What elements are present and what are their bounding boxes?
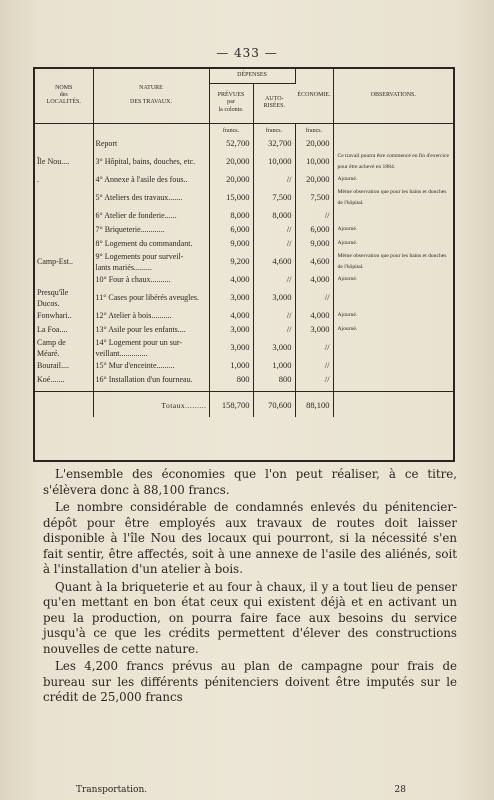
locality-cell: Koé....... bbox=[35, 373, 93, 387]
expenses-table bbox=[33, 67, 455, 462]
autorisees-cell: 10,000 bbox=[253, 151, 295, 173]
observation-cell: Ajourné. bbox=[337, 226, 358, 232]
table-row bbox=[35, 237, 453, 251]
economie-cell: 20,000 bbox=[295, 137, 333, 151]
economie-cell: 7,500 bbox=[295, 187, 333, 209]
total-autorisees: 70,600 bbox=[253, 391, 295, 417]
header-nature: NATURE DES TRAVAUX. bbox=[93, 69, 209, 123]
locality-cell bbox=[35, 209, 93, 223]
autorisees-cell: // bbox=[253, 237, 295, 251]
observation-cell: Ajourné. bbox=[337, 326, 358, 332]
observation-cell bbox=[333, 137, 453, 151]
paragraph: Le nombre considérable de condamnés enlevés du pénitencier-dépôt pour être employés aux travaux de routes doit laisser disponible à l'île Nou des locaux qui pourront, si la nécessité s'en fait sentir, être affectés, soit à une annexe de l'asile des aliénés, soit à l'installation d'un atelier à bois. bbox=[43, 500, 457, 576]
table-row bbox=[35, 251, 453, 273]
locality-cell bbox=[35, 187, 93, 209]
autorisees-cell: 32,700 bbox=[253, 137, 295, 151]
prevues-cell: 3,000 bbox=[209, 323, 253, 337]
work-cell: 9° Logements pour surveil- lants mariés......... bbox=[93, 251, 209, 273]
work-cell: 13° Asile pour les enfants.... bbox=[93, 323, 209, 337]
autorisees-cell: 800 bbox=[253, 373, 295, 387]
table-row bbox=[35, 359, 453, 373]
prevues-cell: 52,700 bbox=[209, 137, 253, 151]
page-footer bbox=[76, 785, 406, 795]
observation-cell bbox=[333, 337, 453, 359]
economie-cell: // bbox=[295, 337, 333, 359]
autorisees-cell: 8,000 bbox=[253, 209, 295, 223]
work-cell: 6° Atelier de fonderie...... bbox=[93, 209, 209, 223]
work-cell: 12° Atelier à bois.......... bbox=[93, 309, 209, 323]
prevues-cell: 9,000 bbox=[209, 237, 253, 251]
work-cell: Report bbox=[93, 137, 209, 151]
prevues-cell: 8,000 bbox=[209, 209, 253, 223]
table-row bbox=[35, 137, 453, 151]
unit-label: francs. bbox=[295, 123, 333, 137]
economie-cell: 4,000 bbox=[295, 273, 333, 287]
observation-cell: Même observation que pour les bains et douches de l'hôpital. bbox=[337, 252, 447, 270]
paragraph: Quant à la briqueterie et au four à chaux, il y a tout lieu de penser qu'en mettant en bon état ceux qui existent déjà et en activant un peu la production, on pourra faire face aux besoins du service jusqu'à ce que les crédits permettent d'élever des constructions nouvelles de cette nature. bbox=[43, 579, 457, 656]
header-economie: ÉCONOMIE. bbox=[295, 69, 333, 123]
locality-cell: Bourail.... bbox=[35, 359, 93, 373]
paragraph: Les 4,200 francs prévus au plan de campagne pour frais de bureau sur les différents pénitenciers doivent être imputés sur le crédit de 25,000 francs bbox=[43, 659, 457, 704]
prevues-cell: 20,000 bbox=[209, 173, 253, 187]
prevues-cell: 9,200 bbox=[209, 251, 253, 273]
prevues-cell: 1,000 bbox=[209, 359, 253, 373]
prevues-cell: 20,000 bbox=[209, 151, 253, 173]
locality-cell: Camp de Méaré. bbox=[35, 337, 93, 359]
prevues-cell: 3,000 bbox=[209, 287, 253, 309]
prevues-cell: 3,000 bbox=[209, 337, 253, 359]
table-row bbox=[35, 273, 453, 287]
economie-cell: // bbox=[295, 209, 333, 223]
locality-cell: Île Nou.... bbox=[35, 151, 93, 173]
footer-sheet-number: 28 bbox=[394, 785, 406, 795]
locality-cell bbox=[35, 273, 93, 287]
work-cell: 4° Annexe à l'asile des fous.. bbox=[93, 173, 209, 187]
economie-cell: 4,600 bbox=[295, 251, 333, 273]
unit-label: francs. bbox=[253, 123, 295, 137]
table-row bbox=[35, 337, 453, 359]
units-row bbox=[35, 123, 453, 137]
locality-cell bbox=[35, 237, 93, 251]
header-depenses: DÉPENSES bbox=[209, 69, 295, 83]
locality-cell: Camp-Est.. bbox=[35, 251, 93, 273]
table-row bbox=[35, 209, 453, 223]
body-text bbox=[43, 467, 457, 708]
work-cell: 15° Mur d'enceinte......... bbox=[93, 359, 209, 373]
table-row bbox=[35, 309, 453, 323]
autorisees-cell: // bbox=[253, 223, 295, 237]
table-row bbox=[35, 187, 453, 209]
table-row bbox=[35, 223, 453, 237]
locality-cell bbox=[35, 223, 93, 237]
header-autorisees: AUTO- RISÉES. bbox=[253, 83, 295, 123]
locality-cell: Fonwhari.. bbox=[35, 309, 93, 323]
total-label: Totaux bbox=[161, 400, 186, 410]
observation-cell: Même observation que pour les bains et douches de l'hôpital. bbox=[337, 188, 447, 206]
paragraph: L'ensemble des économies que l'on peut réaliser, à ce titre, s'élèvera donc à 88,100 francs. bbox=[43, 467, 457, 497]
observation-cell: Ajourné. bbox=[337, 276, 358, 282]
total-prevues: 158,700 bbox=[209, 391, 253, 417]
table-row bbox=[35, 151, 453, 173]
footer-section: Transportation. bbox=[76, 785, 148, 795]
locality-cell: Presqu'île Ducos. bbox=[35, 287, 93, 309]
work-cell: 7° Briqueterie............ bbox=[93, 223, 209, 237]
work-cell: 8° Logement du commandant. bbox=[93, 237, 209, 251]
observation-cell: Ce travail pourra être commencé en fin d'exercice pour être achevé en 1884. bbox=[337, 152, 449, 170]
autorisees-cell: // bbox=[253, 173, 295, 187]
economie-cell: 10,000 bbox=[295, 151, 333, 173]
header-observations: OBSERVATIONS. bbox=[333, 69, 453, 123]
prevues-cell: 4,000 bbox=[209, 273, 253, 287]
observation-cell: Ajourné. bbox=[337, 240, 358, 246]
unit-label: francs. bbox=[209, 123, 253, 137]
header-prevues: PRÉVUES par la colonie. bbox=[209, 83, 253, 123]
autorisees-cell: // bbox=[253, 323, 295, 337]
autorisees-cell: 4,600 bbox=[253, 251, 295, 273]
work-cell: 16° Installation d'un fourneau. bbox=[93, 373, 209, 387]
work-cell: 14° Logement pour un sur- veillant.............. bbox=[93, 337, 209, 359]
autorisees-cell: 3,000 bbox=[253, 287, 295, 309]
locality-cell: La Foa.... bbox=[35, 323, 93, 337]
economie-cell: 3,000 bbox=[295, 323, 333, 337]
observation-cell: Ajourné. bbox=[337, 312, 358, 318]
autorisees-cell: 1,000 bbox=[253, 359, 295, 373]
locality-cell bbox=[35, 137, 93, 151]
header-noms: NOMS des LOCALITÉS. bbox=[35, 69, 93, 123]
prevues-cell: 6,000 bbox=[209, 223, 253, 237]
economie-cell: // bbox=[295, 287, 333, 309]
page-number: — 433 — bbox=[216, 46, 278, 60]
work-cell: 10° Four à chaux.......... bbox=[93, 273, 209, 287]
locality-cell: . bbox=[35, 173, 93, 187]
table-row bbox=[35, 323, 453, 337]
table-row bbox=[35, 173, 453, 187]
autorisees-cell: 7,500 bbox=[253, 187, 295, 209]
total-row: Totaux......... 158,700 70,600 88,100 bbox=[35, 391, 453, 417]
table-row bbox=[35, 287, 453, 309]
autorisees-cell: 3,000 bbox=[253, 337, 295, 359]
economie-cell: // bbox=[295, 359, 333, 373]
autorisees-cell: // bbox=[253, 309, 295, 323]
observation-cell bbox=[333, 287, 453, 309]
table-row bbox=[35, 373, 453, 387]
total-economie: 88,100 bbox=[295, 391, 333, 417]
prevues-cell: 15,000 bbox=[209, 187, 253, 209]
prevues-cell: 4,000 bbox=[209, 309, 253, 323]
observation-cell: Ajourné. bbox=[337, 176, 358, 182]
prevues-cell: 800 bbox=[209, 373, 253, 387]
observation-cell bbox=[333, 373, 453, 387]
observation-cell bbox=[333, 359, 453, 373]
economie-cell: 6,000 bbox=[295, 223, 333, 237]
economie-cell: 4,000 bbox=[295, 309, 333, 323]
economie-cell: 9,000 bbox=[295, 237, 333, 251]
observation-cell bbox=[333, 209, 453, 223]
table-body bbox=[35, 123, 453, 387]
economie-cell: // bbox=[295, 373, 333, 387]
work-cell: 11° Cases pour libérés aveugles. bbox=[93, 287, 209, 309]
economie-cell: 20,000 bbox=[295, 173, 333, 187]
autorisees-cell: // bbox=[253, 273, 295, 287]
work-cell: 5° Ateliers des travaux....... bbox=[93, 187, 209, 209]
work-cell: 3° Hôpital, bains, douches, etc. bbox=[93, 151, 209, 173]
